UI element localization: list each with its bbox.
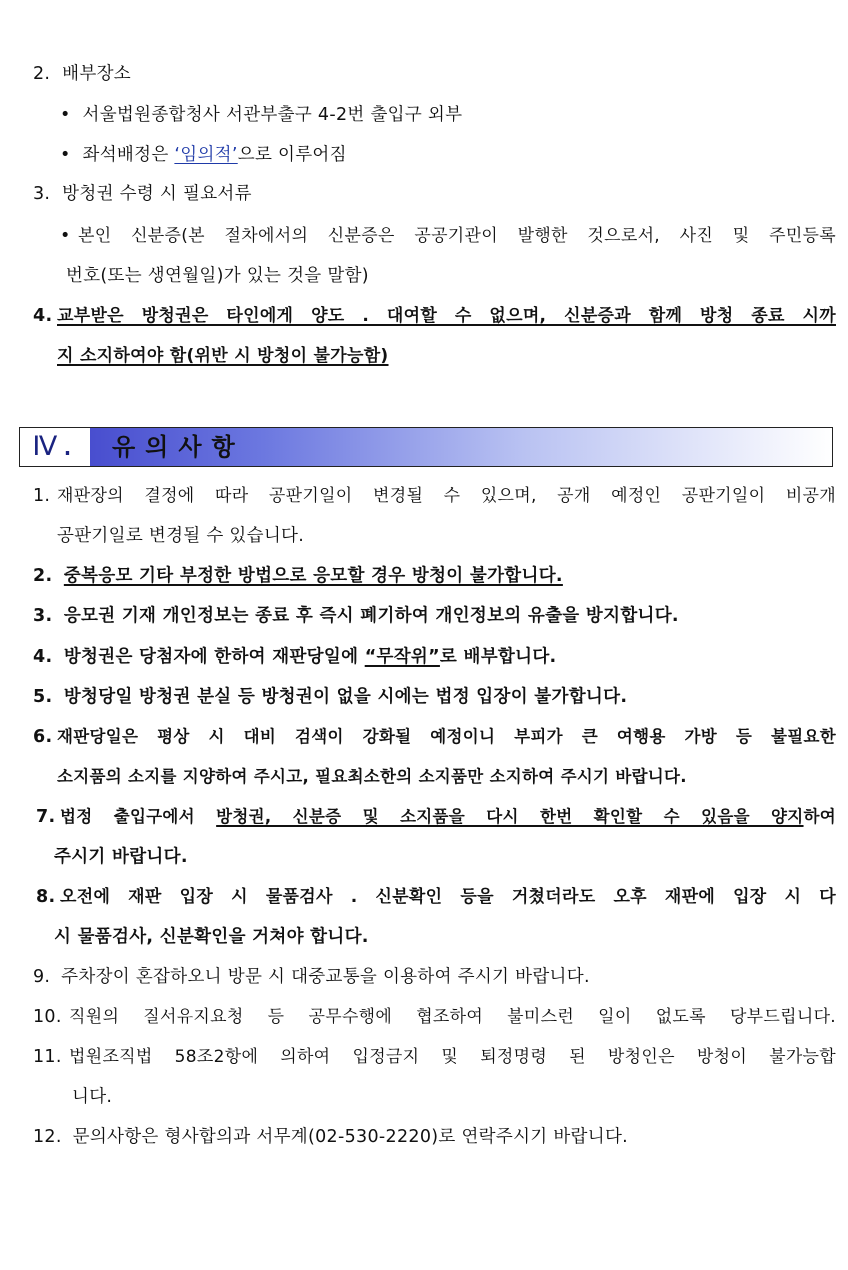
note-text: 직원의 질서유지요청 등 공무수행에 협조하여 불미스런 일이 없도록 당부드립니다.: [69, 1007, 836, 1027]
note-text-continued: 소지품의 소지를 지양하여 주시고, 필요최소한의 소지품만 소지하여 주시기 바랍니다.: [57, 767, 687, 786]
note-text: 재판당일은 평상 시 대비 검색이 강화될 예정이니 부피가 큰 여행용 가방 등 불필요한: [57, 727, 836, 746]
note-text: 응모권 기재 개인정보는 종료 후 즉시 폐기하여 개인정보의 유출을 방지합니다.: [63, 606, 679, 626]
bullet-icon: •: [60, 105, 71, 125]
item-text: 교부받은 방청권은 타인에게 양도 . 대여할 수 없으며, 신분증과 함께 방청 종료 시까: [57, 306, 836, 326]
note-text: 방청권은 당첨자에 한하여 재판당일에: [63, 647, 365, 667]
bullet-text: 서울법원종합청사 서관부출구 4-2번 출입구 외부: [82, 105, 463, 125]
section-numeral: Ⅳ.: [20, 428, 90, 466]
note-text-line: [60, 805, 836, 829]
note-text-continued: 니다.: [72, 1087, 113, 1107]
note-number: 5.: [33, 687, 53, 707]
highlight-text: 방청권, 신분증 및 소지품을 다시 한번 확인할 수 있음을 양지: [216, 807, 804, 826]
note-number: 11.: [33, 1047, 62, 1067]
item-number: 2.: [33, 64, 51, 84]
section-header: [19, 427, 833, 467]
note-1: [33, 484, 836, 508]
bullet-location: [60, 103, 462, 127]
bullet-text: 본인 신분증(본 절차에서의 신분증은 공공기관이 발행한 것으로서, 사진 및 주민등록: [78, 226, 836, 246]
item-number: 4.: [33, 306, 53, 326]
note-text: 하여: [803, 807, 837, 826]
item-text-continued: 지 소지하여야 함(위반 시 방청이 불가능함): [57, 346, 389, 366]
note-text-continued: 공판기일로 변경될 수 있습니다.: [57, 526, 305, 546]
bullet-text-continued: 번호(또는 생연월일)가 있는 것을 말함): [66, 266, 369, 286]
note-text: 문의사항은 형사합의과 서무계(02-530-2220)로 연락주시기 바랍니다.: [72, 1127, 629, 1147]
highlight-text: ‘임의적’: [174, 145, 238, 165]
note-text-continued: 시 물품검사, 신분확인을 거쳐야 합니다.: [54, 927, 369, 947]
note-number: 10.: [33, 1007, 62, 1027]
note-text: 오전에 재판 입장 시 물품검사 . 신분확인 등을 거쳤더라도 오후 재판에 입장 시 다: [60, 887, 836, 907]
note-text: 법정 출입구에서: [60, 807, 217, 826]
note-12: [33, 1125, 628, 1149]
bullet-text: 좌석배정은: [82, 145, 175, 165]
bullet-seating: [60, 143, 347, 167]
bullet-icon: •: [60, 145, 71, 165]
section-title: 유의사항: [112, 433, 245, 461]
bullet-text: 으로 이루어짐: [237, 145, 347, 165]
note-text: 주차장이 혼잡하오니 방문 시 대중교통을 이용하여 주시기 바랍니다.: [61, 967, 590, 987]
note-4: [33, 645, 557, 669]
note-3: [33, 604, 679, 628]
item-number: 3.: [33, 184, 51, 204]
note-number: 8.: [36, 887, 56, 907]
item-2: [33, 62, 131, 86]
item-text: 배부장소: [62, 64, 131, 84]
note-number: 9.: [33, 967, 51, 987]
note-text: 재판장의 결정에 따라 공판기일이 변경될 수 있으며, 공개 예정인 공판기일이 비공개: [57, 486, 836, 506]
note-text-continued: 주시기 바랍니다.: [54, 847, 188, 867]
item-4: [33, 304, 836, 328]
note-number: 6.: [33, 727, 53, 747]
note-text: 방청당일 방청권 분실 등 방청권이 없을 시에는 법정 입장이 불가합니다.: [63, 687, 628, 707]
note-number: 12.: [33, 1127, 62, 1147]
highlight-text: “무작위”: [364, 647, 440, 667]
note-9: [33, 965, 590, 989]
note-number: 3.: [33, 606, 53, 626]
note-number: 7.: [36, 807, 56, 827]
note-number: 4.: [33, 647, 53, 667]
item-text: 방청권 수령 시 필요서류: [62, 184, 252, 204]
note-number: 2.: [33, 566, 53, 586]
note-number: 1.: [33, 486, 51, 506]
note-text: 중복응모 기타 부정한 방법으로 응모할 경우 방청이 불가합니다.: [63, 566, 563, 586]
note-6: [33, 725, 836, 749]
bullet-icon: •: [60, 226, 71, 246]
note-text: 로 배부합니다.: [439, 647, 557, 667]
note-10: [33, 1005, 836, 1029]
note-text: 법원조직법 58조2항에 의하여 입정금지 및 퇴정명령 된 방청인은 방청이 불가능합: [69, 1047, 836, 1067]
note-5: [33, 685, 627, 709]
note-2: [33, 564, 563, 588]
item-3: [33, 182, 252, 206]
bullet-id-card: [60, 224, 836, 248]
note-11: [33, 1045, 836, 1069]
note-7: [36, 805, 836, 829]
note-8: [36, 885, 836, 909]
